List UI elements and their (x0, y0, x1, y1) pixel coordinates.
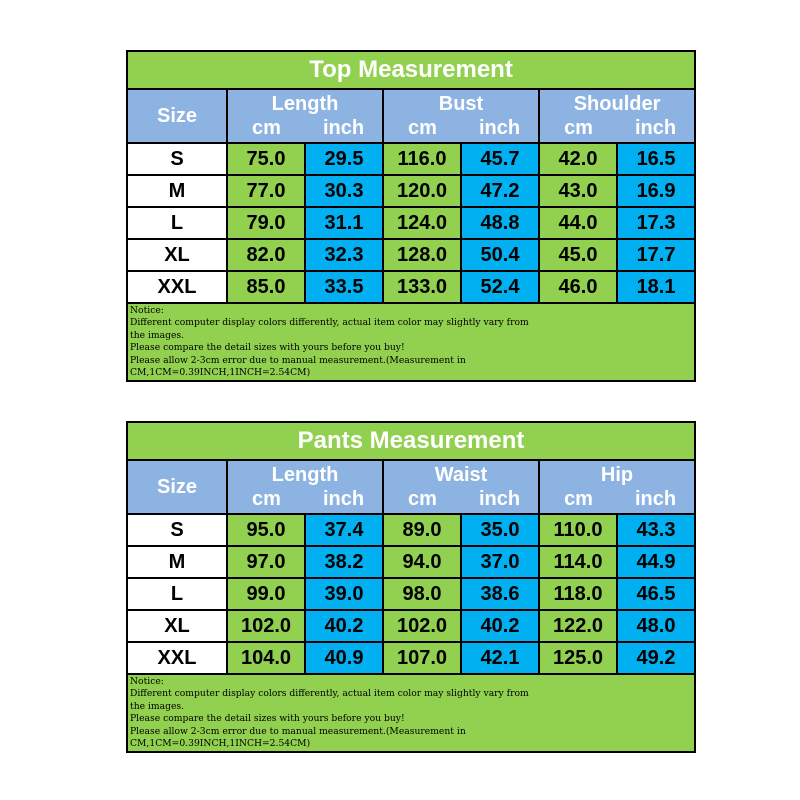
notice-line: Please compare the detail sizes with yours before you buy! (130, 713, 405, 725)
top-size-table (126, 50, 696, 382)
cm-value-cell: 133.0 (383, 271, 461, 303)
cm-value-cell: 75.0 (227, 143, 305, 175)
notice-line: Please allow 2-3cm error due to manual measurement.(Measurement in (130, 354, 466, 366)
cm-value-cell: 114.0 (539, 546, 617, 578)
cm-value-cell: 98.0 (383, 578, 461, 610)
inch-value-cell: 44.9 (617, 546, 695, 578)
cm-value-cell: 116.0 (383, 143, 461, 175)
inch-value-cell: 38.2 (305, 546, 383, 578)
notice-row (127, 303, 695, 381)
header-row (127, 89, 695, 143)
cm-value-cell: 45.0 (539, 239, 617, 271)
title-row (127, 51, 695, 89)
unit-cm-label: cm (408, 117, 437, 139)
cm-value-cell: 124.0 (383, 207, 461, 239)
pants-measurement-chart (126, 421, 694, 753)
inch-value-cell: 45.7 (461, 143, 539, 175)
chart-title: Top Measurement (127, 51, 695, 89)
inch-value-cell: 32.3 (305, 239, 383, 271)
notice-line: CM,1CM=0.39INCH,1INCH=2.54CM) (130, 738, 311, 750)
header-row (127, 460, 695, 514)
size-header: Size (127, 460, 227, 514)
unit-labels (228, 487, 382, 511)
table-row (127, 239, 695, 271)
cm-value-cell: 42.0 (539, 143, 617, 175)
table-row (127, 271, 695, 303)
cm-value-cell: 44.0 (539, 207, 617, 239)
size-label: L (127, 207, 227, 239)
notice-text (127, 303, 695, 381)
table-row (127, 207, 695, 239)
measure-group-header (383, 89, 539, 143)
inch-value-cell: 39.0 (305, 578, 383, 610)
notice-line: Please compare the detail sizes with yours before you buy! (130, 342, 405, 354)
measure-group-header (227, 460, 383, 514)
cm-value-cell: 82.0 (227, 239, 305, 271)
inch-value-cell: 30.3 (305, 175, 383, 207)
table-row (127, 175, 695, 207)
table-row (127, 642, 695, 674)
inch-value-cell: 50.4 (461, 239, 539, 271)
size-label: M (127, 175, 227, 207)
cm-value-cell: 95.0 (227, 514, 305, 546)
unit-labels (540, 116, 694, 140)
measure-group-name: Waist (434, 464, 488, 486)
measure-group-header (539, 89, 695, 143)
cm-value-cell: 43.0 (539, 175, 617, 207)
notice-line: Notice: (130, 676, 164, 687)
cm-value-cell: 110.0 (539, 514, 617, 546)
inch-value-cell: 18.1 (617, 271, 695, 303)
size-label: S (127, 143, 227, 175)
cm-value-cell: 79.0 (227, 207, 305, 239)
measure-group-header (383, 460, 539, 514)
unit-inch-label: inch (478, 488, 521, 510)
size-label: XXL (127, 642, 227, 674)
notice-text (127, 674, 695, 752)
inch-value-cell: 46.5 (617, 578, 695, 610)
unit-labels (540, 487, 694, 511)
inch-value-cell: 40.9 (305, 642, 383, 674)
cm-value-cell: 102.0 (383, 610, 461, 642)
unit-cm-label: cm (252, 488, 281, 510)
inch-value-cell: 38.6 (461, 578, 539, 610)
measure-group-header (539, 460, 695, 514)
unit-cm-label: cm (564, 488, 593, 510)
unit-cm-label: cm (564, 117, 593, 139)
notice-line: CM,1CM=0.39INCH,1INCH=2.54CM) (130, 367, 311, 379)
cm-value-cell: 46.0 (539, 271, 617, 303)
unit-inch-label: inch (322, 488, 365, 510)
unit-cm-label: cm (408, 488, 437, 510)
cm-value-cell: 94.0 (383, 546, 461, 578)
table-row (127, 578, 695, 610)
cm-value-cell: 102.0 (227, 610, 305, 642)
measure-group-name: Hip (600, 464, 634, 486)
measure-group-name: Length (271, 93, 339, 115)
notice-line: Different computer display colors differently, actual item color may slightly vary from (130, 317, 529, 329)
inch-value-cell: 52.4 (461, 271, 539, 303)
inch-value-cell: 48.0 (617, 610, 695, 642)
inch-value-cell: 48.8 (461, 207, 539, 239)
table-row (127, 143, 695, 175)
cm-value-cell: 125.0 (539, 642, 617, 674)
unit-inch-label: inch (478, 117, 521, 139)
cm-value-cell: 77.0 (227, 175, 305, 207)
inch-value-cell: 29.5 (305, 143, 383, 175)
chart-title: Pants Measurement (127, 422, 695, 460)
notice-line: Please allow 2-3cm error due to manual measurement.(Measurement in (130, 725, 466, 737)
inch-value-cell: 31.1 (305, 207, 383, 239)
cm-value-cell: 128.0 (383, 239, 461, 271)
unit-inch-label: inch (322, 117, 365, 139)
inch-value-cell: 37.0 (461, 546, 539, 578)
unit-labels (228, 116, 382, 140)
inch-value-cell: 37.4 (305, 514, 383, 546)
size-label: XL (127, 239, 227, 271)
notice-line: Different computer display colors differently, actual item color may slightly vary from (130, 688, 529, 700)
size-label: M (127, 546, 227, 578)
inch-value-cell: 49.2 (617, 642, 695, 674)
inch-value-cell: 17.3 (617, 207, 695, 239)
unit-labels (384, 487, 538, 511)
size-label: XXL (127, 271, 227, 303)
pants-size-table (126, 421, 696, 753)
notice-row (127, 674, 695, 752)
inch-value-cell: 40.2 (461, 610, 539, 642)
measure-group-name: Shoulder (573, 93, 661, 115)
inch-value-cell: 33.5 (305, 271, 383, 303)
cm-value-cell: 99.0 (227, 578, 305, 610)
notice-line: the images. (130, 329, 185, 341)
notice-line: Notice: (130, 305, 164, 316)
inch-value-cell: 35.0 (461, 514, 539, 546)
inch-value-cell: 47.2 (461, 175, 539, 207)
cm-value-cell: 118.0 (539, 578, 617, 610)
unit-inch-label: inch (634, 488, 677, 510)
size-label: XL (127, 610, 227, 642)
size-header: Size (127, 89, 227, 143)
inch-value-cell: 42.1 (461, 642, 539, 674)
inch-value-cell: 17.7 (617, 239, 695, 271)
measure-group-name: Bust (438, 93, 484, 115)
inch-value-cell: 43.3 (617, 514, 695, 546)
measure-group-header (227, 89, 383, 143)
table-row (127, 546, 695, 578)
cm-value-cell: 122.0 (539, 610, 617, 642)
cm-value-cell: 89.0 (383, 514, 461, 546)
cm-value-cell: 107.0 (383, 642, 461, 674)
unit-labels (384, 116, 538, 140)
size-label: S (127, 514, 227, 546)
unit-inch-label: inch (635, 117, 677, 139)
notice-line: the images. (130, 700, 185, 712)
inch-value-cell: 16.5 (617, 143, 695, 175)
unit-cm-label: cm (252, 117, 281, 139)
inch-value-cell: 16.9 (617, 175, 695, 207)
title-row (127, 422, 695, 460)
table-row (127, 514, 695, 546)
cm-value-cell: 120.0 (383, 175, 461, 207)
cm-value-cell: 85.0 (227, 271, 305, 303)
cm-value-cell: 97.0 (227, 546, 305, 578)
size-label: L (127, 578, 227, 610)
measure-group-name: Length (271, 464, 339, 486)
inch-value-cell: 40.2 (305, 610, 383, 642)
table-row (127, 610, 695, 642)
cm-value-cell: 104.0 (227, 642, 305, 674)
top-measurement-chart (126, 50, 694, 382)
